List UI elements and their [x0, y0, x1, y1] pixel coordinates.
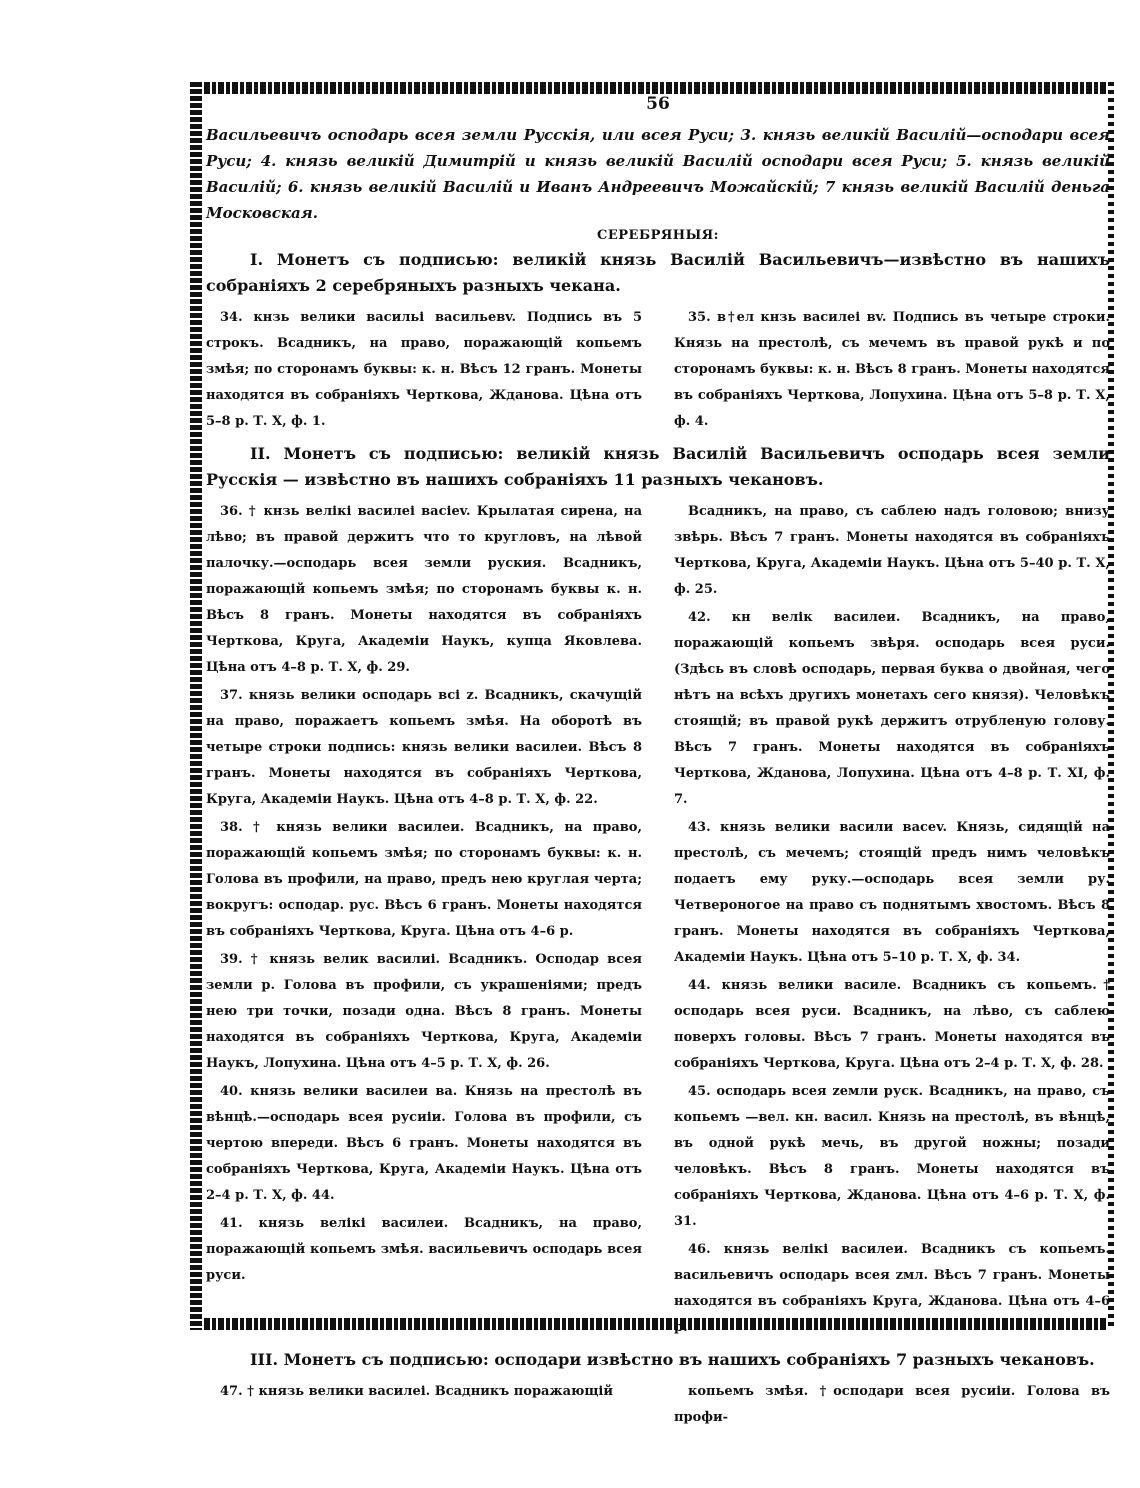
section-2-heading: II. Монетъ съ подписью: великій князь Василій Васильевичъ осподарь всея земли Русскія — извѣстно въ нашихъ собраніяхъ 11 разныхъ чекановъ. [206, 444, 1110, 489]
coin-entry-38: 38. † князь велики василеи. Всадникъ, на право, поражающій копьемъ змѣя; по сторонамъ буквы: к. н. Голова въ профили, на право, предъ нею круглая черта; вокругъ: осподар. рус. Вѣсъ 6 гранъ. Монеты находятся въ собраніяхъ Черткова, Круга. Цѣна отъ 4–6 р. [206, 820, 642, 939]
coin-entry-40: 40. князь велики василеи ва. Князь на престолѣ въ вѣнцѣ.—осподарь всея русиіи. Голова въ профили, съ чертою впереди. Вѣсъ 6 гранъ. Монеты находятся въ собраніяхъ Черткова, Круга, Академіи Наукъ. Цѣна отъ 2–4 р. Т. X, ф. 44. [206, 1084, 642, 1203]
coin-entry-34: 34. кнзь велики васильі васильевv. Подпись въ 5 строкъ. Всадникъ, на право, поражающій копьемъ змѣя; по сторонамъ буквы: к. н. Вѣсъ 12 гранъ. Монеты находятся въ собраніяхъ Черткова, Жданова. Цѣна отъ 5–8 р. Т. X, ф. 1. [206, 310, 642, 429]
silver-heading: СЕРЕБРЯНЫЯ: [597, 228, 719, 243]
section-3-columns [206, 1379, 1110, 1433]
section-3-left-column [206, 1379, 642, 1433]
section-2-right-column [674, 499, 1110, 1343]
coin-entry-47-continued: копьемъ змѣя. †осподари всея русиіи. Голова въ профи- [674, 1384, 1110, 1425]
coin-entry-44: 44. князь велики василе. Всадникъ съ копьемъ.† осподарь всея руси. Всадникъ, на лѣво, съ саблею поверхъ головы. Вѣсъ 7 гранъ. Монеты находятся въ собраніяхъ Черткова, Круга. Цѣна отъ 2–4 р. Т. X, ф. 28. [674, 978, 1110, 1071]
coin-entry-39: 39. † князь велик василиі. Всадникъ. Осподар всея земли р. Голова въ профили, съ украшеніями; предъ нею три точки, позади одна. Вѣсъ 8 гранъ. Монеты находятся въ собраніяхъ Черткова, Круга, Академіи Наукъ, Лопухина. Цѣна отъ 4–5 р. Т. X, ф. 26. [206, 952, 642, 1071]
coin-entry-45: 45. осподарь всея zемли руск. Всадникъ, на право, съ копьемъ —вел. кн. васил. Князь на престолѣ, въ вѣнцѣ, въ одной рукѣ мечь, въ другой ножны; позади человѣкъ. Вѣсъ 8 гранъ. Монеты находятся въ собраніяхъ Черткова, Жданова. Цѣна отъ 4–6 р. Т. X, ф. 31. [674, 1084, 1110, 1229]
coin-entry-41: 41. князь велікі василеи. Всадникъ, на право, поражающій копьемъ змѣя. васильевичъ осподарь всея руси. [206, 1216, 642, 1283]
section-2-left-column [206, 499, 642, 1343]
ornamental-border-left [190, 82, 202, 1330]
coin-entry-46: 46. князь велікі василеи. Всадникъ съ копьемъ. васильевичъ осподарь всея zмл. Вѣсъ 7 гранъ. Монеты находятся въ собраніяхъ Круга, Жданова. Цѣна отъ 4–6 р. [674, 1242, 1110, 1335]
section-1-heading: I. Монетъ съ подписью: великій князь Василій Васильевичъ—извѣстно въ нашихъ собраніяхъ 2 серебряныхъ разныхъ чекана. [206, 250, 1110, 295]
coin-entry-47: 47. † князь велики василеі. Всадникъ поражающій [220, 1384, 613, 1399]
coin-entry-35: 35. в†ел кнзь василеі вv. Подпись въ четыре строки. Князь на престолѣ, съ мечемъ въ правой рукѣ и по сторонамъ буквы: к. н. Вѣсъ 8 гранъ. Монеты находятся въ собраніяхъ Черткова, Лопухина. Цѣна отъ 5–8 р. Т. X, ф. 4. [674, 310, 1110, 429]
section-3-heading: III. Монетъ съ подписью: осподари извѣстно въ нашихъ собраніяхъ 7 разныхъ чекановъ. [250, 1350, 1095, 1369]
coin-entry-36: 36. † кнзь велікі василеі васіеv. Крылатая сирена, на лѣво; въ правой держитъ что то кругловъ, на лѣвой палочку.—осподарь всея земли руския. Всадникъ, поражающій копьемъ змѣя; по сторонамъ буквы к. н. Вѣсъ 8 гранъ. Монеты находятся въ собраніяхъ Черткова, Круга, Академіи Наукъ, купца Яковлева. Цѣна отъ 4–8 р. Т. X, ф. 29. [206, 504, 642, 675]
ornamental-border-top [190, 82, 1114, 94]
section-1-right-column [674, 305, 1110, 437]
coin-entry-37: 37. князь велики осподарь всі z. Всадникъ, скачущій на право, поражаетъ копьемъ змѣя. На оборотѣ въ четыре строки подпись: князь велики василеи. Вѣсъ 8 гранъ. Монеты находятся въ собраніяхъ Черткова, Круга, Академіи Наукъ. Цѣна отъ 4–8 р. Т. X, ф. 22. [206, 688, 642, 807]
section-3-right-column [674, 1379, 1110, 1433]
coin-entry-41-continued: Всадникъ, на право, съ саблею надъ головою; внизу звѣрь. Вѣсъ 7 гранъ. Монеты находятся въ собраніяхъ Черткова, Круга, Академіи Наукъ. Цѣна отъ 5–40 р. Т. X, ф. 25. [674, 504, 1110, 597]
section-1-left-column [206, 305, 642, 437]
section-2-columns [206, 499, 1110, 1343]
page-number: 56 [646, 94, 670, 114]
coin-entry-43: 43. князь велики васили васеv. Князь, сидящій на престолѣ, съ мечемъ; стоящій предъ нимъ человѣкъ подаетъ ему руку.—осподарь всея земли ру. Четвероногое на право съ поднятымъ хвостомъ. Вѣсъ 8 гранъ. Монеты находятся въ собраніяхъ Черткова, Академіи Наукъ. Цѣна отъ 5–10 р. Т. X, ф. 34. [674, 820, 1110, 965]
section-1-columns [206, 305, 1110, 437]
intro-paragraph: Васильевичъ осподарь всея земли Русскія, или всея Руси; 3. князь великій Василій—осподари всея Руси; 4. князь великій Димитрій и князь великій Василій осподари всея Руси; 5. князь великій Василій; 6. князь великій Василій и Иванъ Андреевичъ Можайскій; 7 князь великій Василій деньга Московская. [206, 126, 1110, 222]
coin-entry-42: 42. кн велік василеи. Всадникъ, на право, поражающій копьемъ звѣря. осподарь всея руси. (Здѣсь въ словѣ осподарь, первая буква о двойная, чего нѣтъ на всѣхъ другихъ монетахъ сего князя). Человѣкъ стоящій; въ правой рукѣ держитъ отрубленую голову. Вѣсъ 7 гранъ. Монеты находятся въ собраніяхъ Черткова, Жданова, Лопухина. Цѣна отъ 4–8 р. Т. XI, ф. 7. [674, 610, 1110, 807]
page-content [206, 94, 1110, 1433]
